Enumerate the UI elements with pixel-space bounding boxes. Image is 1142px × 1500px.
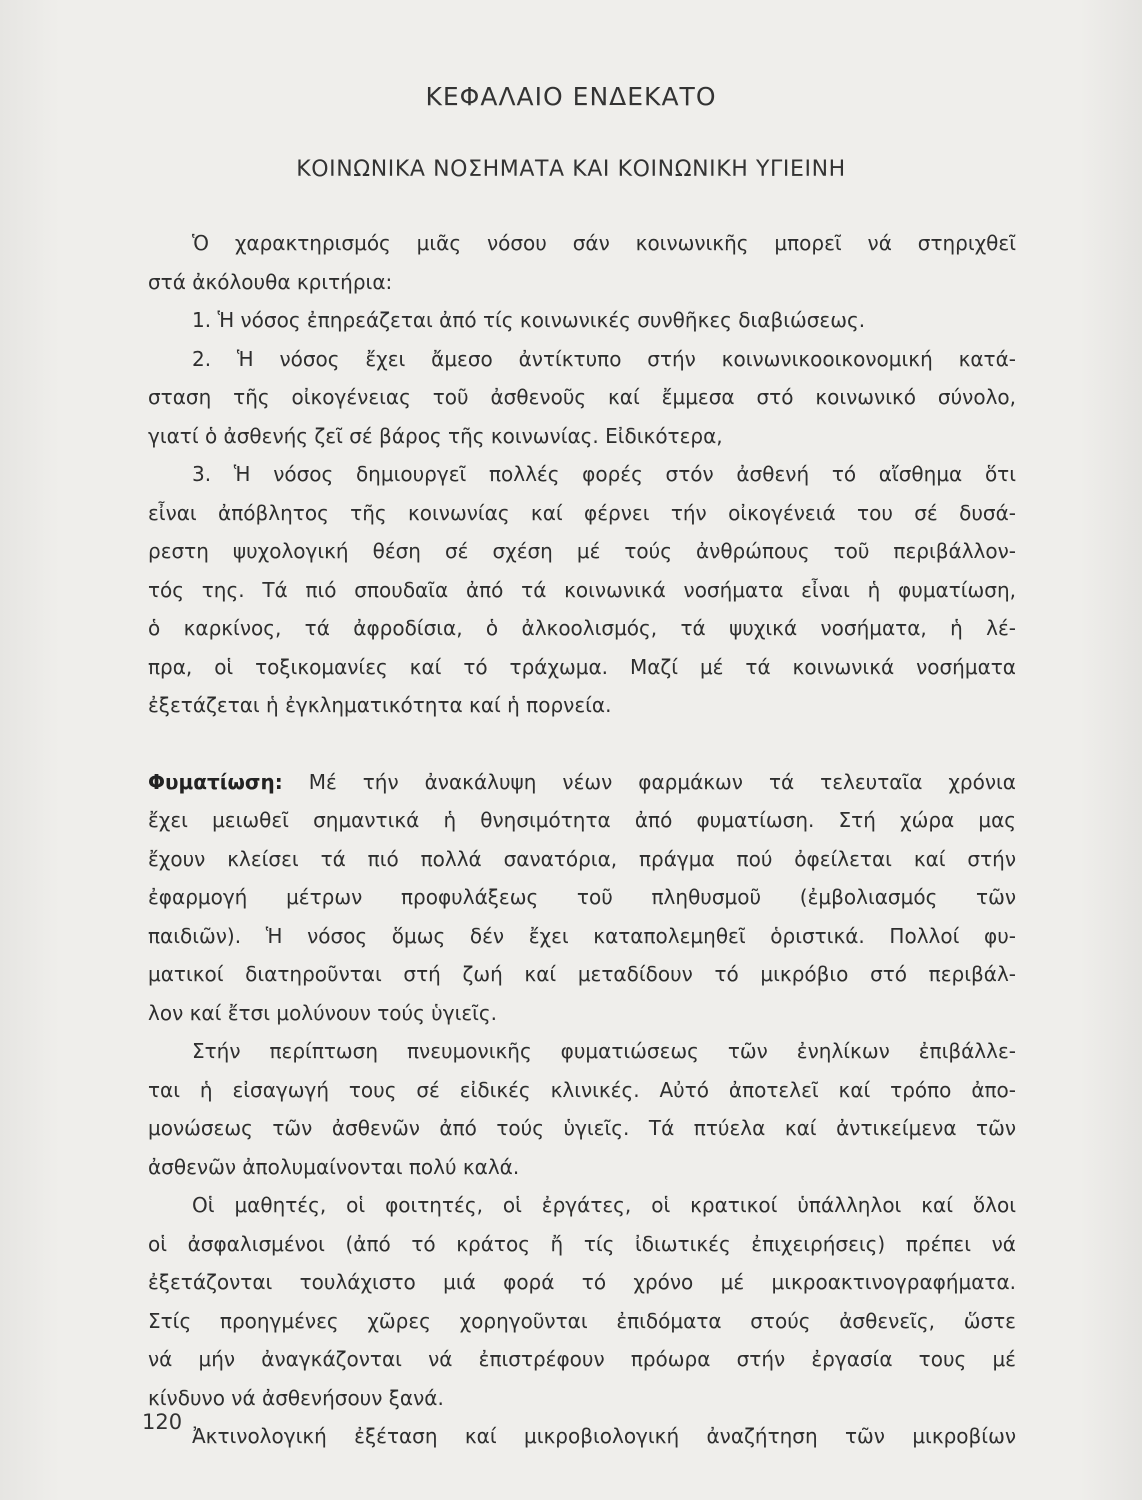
text-line: Οἱ μαθητές, οἱ φοιτητές, οἱ ἐργάτες, οἱ κρατικοί ὑπάλληλοι καί ὅλοι [192,1193,1016,1217]
text-line: ρεστη ψυχολογική θέση σέ σχέση μέ τούς ἀνθρώπους τοῦ περιβάλλον- [148,539,1016,563]
text-line: εἶναι ἀπόβλητος τῆς κοινωνίας καί φέρνει τήν οἰκογένειά του σέ δυσά- [148,500,1016,525]
text-line: Στίς προηγμένες χῶρες χορηγοῦνται ἐπιδόματα στούς ἀσθενεῖς, ὥστε [148,1308,1016,1333]
text-line [148,763,1016,802]
text-line: λον καί ἔτσι μολύνουν τούς ὑγιεῖς. [148,1000,498,1025]
text-line: Ἀκτινολογική ἐξέταση καί μικροβιολογική ἀναζήτηση τῶν μικροβίων [192,1424,1016,1448]
page-number: 120 [142,1410,183,1434]
paragraph-gap [148,725,1016,763]
text-line: Στήν περίπτωση πνευμονικῆς φυματιώσεως τῶν ἐνηλίκων ἐπιβάλλε- [192,1039,1016,1063]
text-line: γιατί ὁ ἀσθενής ζεῖ σέ βάρος τῆς κοινωνίας. Εἰδικότερα, [148,423,723,448]
text-line: ἐξετάζονται τουλάχιστο μιά φορά τό χρόνο μέ μικροακτινογραφήματα. [148,1270,1016,1294]
text-line: Ὁ χαρακτηρισμός μιᾶς νόσου σάν κοινωνικῆς μπορεῖ νά στηριχθεῖ [192,231,1016,255]
text-line: μονώσεως τῶν ἀσθενῶν ἀπό τούς ὑγιεῖς. Τά πτύελα καί ἀντικείμενα τῶν [148,1116,1016,1140]
text-segment: Μέ τήν ἀνακάλυψη νέων φαρμάκων τά τελευταῖα χρόνια [308,769,1016,794]
body-text [148,224,1016,1456]
bold-term: Φυματίωση: [148,769,283,794]
text-line: ἀσθενῶν ἀπολυμαίνονται πολύ καλά. [148,1154,520,1179]
text-line: ἔχουν κλείσει τά πιό πολλά σανατόρια, πράγμα πού ὀφείλεται καί στήν [148,846,1016,871]
text-line: 1. Ἡ νόσος ἐπηρεάζεται ἀπό τίς κοινωνικές συνθῆκες διαβιώσεως. [192,308,866,332]
text-line: πρα, οἱ τοξικομανίες καί τό τράχωμα. Μαζί μέ τά κοινωνικά νοσήματα [148,654,1016,679]
text-line: ἐξετάζεται ἡ ἐγκληματικότητα καί ἡ πορνεία. [148,693,612,717]
text-line: ἐφαρμογή μέτρων προφυλάξεως τοῦ πληθυσμοῦ (ἐμβολιασμός τῶν [148,885,1016,909]
text-line: στά ἀκόλουθα κριτήρια: [148,269,393,294]
text-line: παιδιῶν). Ἡ νόσος ὅμως δέν ἔχει καταπολεμηθεῖ ὁριστικά. Πολλοί φυ- [148,923,1016,948]
text-line: νά μήν ἀναγκάζονται νά ἐπιστρέφουν πρόωρα στήν ἐργασία τους μέ [148,1347,1016,1371]
text-line: οἱ ἀσφαλισμένοι (ἀπό τό κράτος ἤ τίς ἰδιωτικές ἐπιχειρήσεις) πρέπει νά [148,1231,1016,1256]
text-line: τός της. Τά πιό σπουδαῖα ἀπό τά κοινωνικά νοσήματα εἶναι ἡ φυματίωση, [148,577,1016,602]
text-line: 2. Ἡ νόσος ἔχει ἄμεσο ἀντίκτυπο στήν κοινωνικοοικονομική κατά- [192,346,1016,371]
text-line: ματικοί διατηροῦνται στή ζωή καί μεταδίδουν τό μικρόβιο στό περιβάλ- [148,962,1016,986]
text-line: σταση τῆς οἰκογένειας τοῦ ἀσθενοῦς καί ἔμμεσα στό κοινωνικό σύνολο, [148,385,1016,409]
text-line: ται ἡ εἰσαγωγή τους σέ εἰδικές κλινικές. Αὐτό ἀποτελεῖ καί τρόπο ἀπο- [148,1077,1016,1102]
text-line: ὁ καρκίνος, τά ἀφροδίσια, ὁ ἀλκοολισμός, τά ψυχικά νοσήματα, ἡ λέ- [148,616,1016,640]
text-line: 3. Ἡ νόσος δημιουργεῖ πολλές φορές στόν ἀσθενή τό αἴσθημα ὅτι [192,462,1016,486]
text-line: κίνδυνο νά ἀσθενήσουν ξανά. [148,1385,444,1410]
chapter-heading: ΚΕΦΑΛΑΙΟ ΕΝΔΕΚΑΤΟ [425,82,717,111]
section-heading: ΚΟΙΝΩΝΙΚΑ ΝΟΣΗΜΑΤΑ ΚΑΙ ΚΟΙΝΩΝΙΚΗ ΥΓΙΕΙΝΗ [296,157,846,182]
text-line: ἔχει μειωθεῖ σημαντικά ἡ θνησιμότητα ἀπό φυματίωση. Στή χώρα μας [148,808,1016,832]
